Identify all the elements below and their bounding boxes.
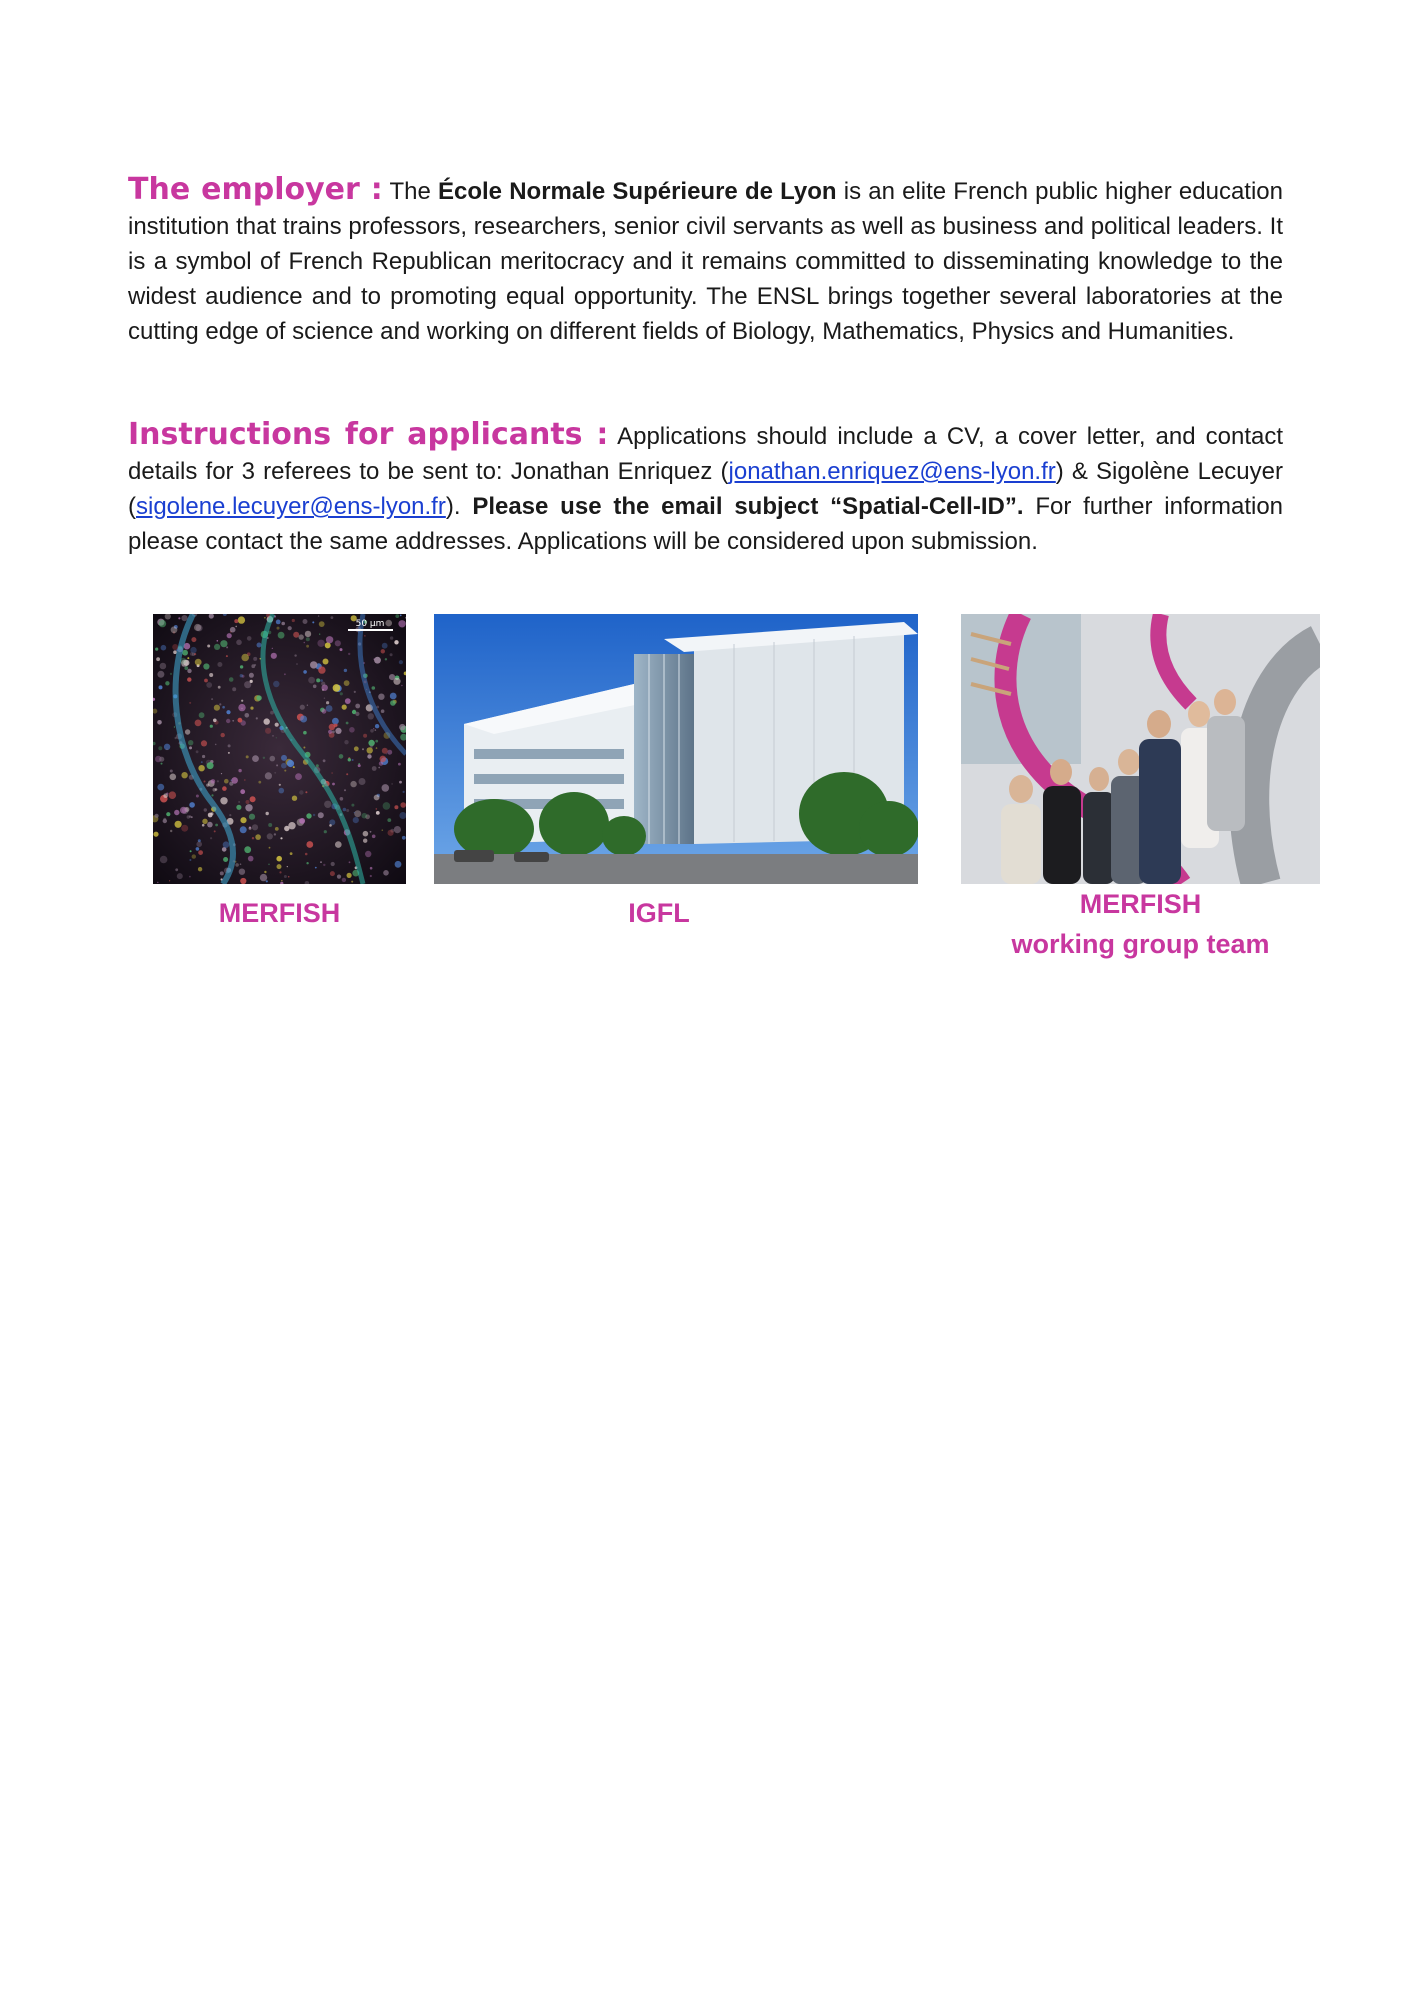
employer-heading: The employer : (128, 172, 383, 207)
employer-text: is an elite French public higher education institution that trains professors, researchers, senior civil servants as well as business and political leaders. It is a symbol of French Republican meritocracy and it remains committed to disseminating knowledge to the widest audience and to promoting equal opportunity. The ENSL brings together several laboratories at the cutting edge of science and working on different fields of Biology, Mathematics, Physics and Humanities. (128, 178, 1283, 345)
instructions-heading: Instructions for applicants : (128, 417, 609, 452)
email-subject-instruction: Please use the email subject “Spatial-Cell-ID”. (472, 493, 1024, 520)
merfish-caption: MERFISH (218, 898, 341, 928)
scale-bar-label: 50 µm (355, 619, 385, 629)
email-link-sigolene[interactable]: sigolene.lecuyer@ens-lyon.fr (136, 493, 446, 520)
instructions-text-1: Applications should include a CV, a cover letter, and contact details for 3 referees to be sent to: Jonathan Enriquez ( (128, 423, 1284, 485)
team-caption (961, 884, 1320, 964)
instructions-paragraph (128, 417, 1283, 559)
email-link-jonathan[interactable]: jonathan.enriquez@ens-lyon.fr (728, 458, 1056, 485)
merfish-microscopy-image (153, 614, 406, 884)
instructions-text-4: For further information please contact the same addresses. Applications will be considered upon submission. (128, 493, 1284, 555)
igfl-building-image (434, 614, 918, 884)
team-caption-line-2: working group team (1011, 929, 1270, 959)
igfl-building-picture (434, 614, 918, 884)
instructions-text-2: ) & Sigolène Lecuyer ( (128, 458, 1283, 520)
team-photo-image (961, 614, 1320, 884)
igfl-caption: IGFL (628, 898, 690, 928)
employer-paragraph (128, 172, 1283, 349)
team-caption-line-1: MERFISH (1079, 889, 1202, 919)
institution-name: École Normale Supérieure de Lyon (438, 178, 837, 205)
employer-lead: The (382, 178, 438, 205)
instructions-text-3: ). (445, 493, 473, 520)
merfish-microscopy-picture (153, 614, 406, 884)
team-photo-picture (961, 614, 1320, 884)
